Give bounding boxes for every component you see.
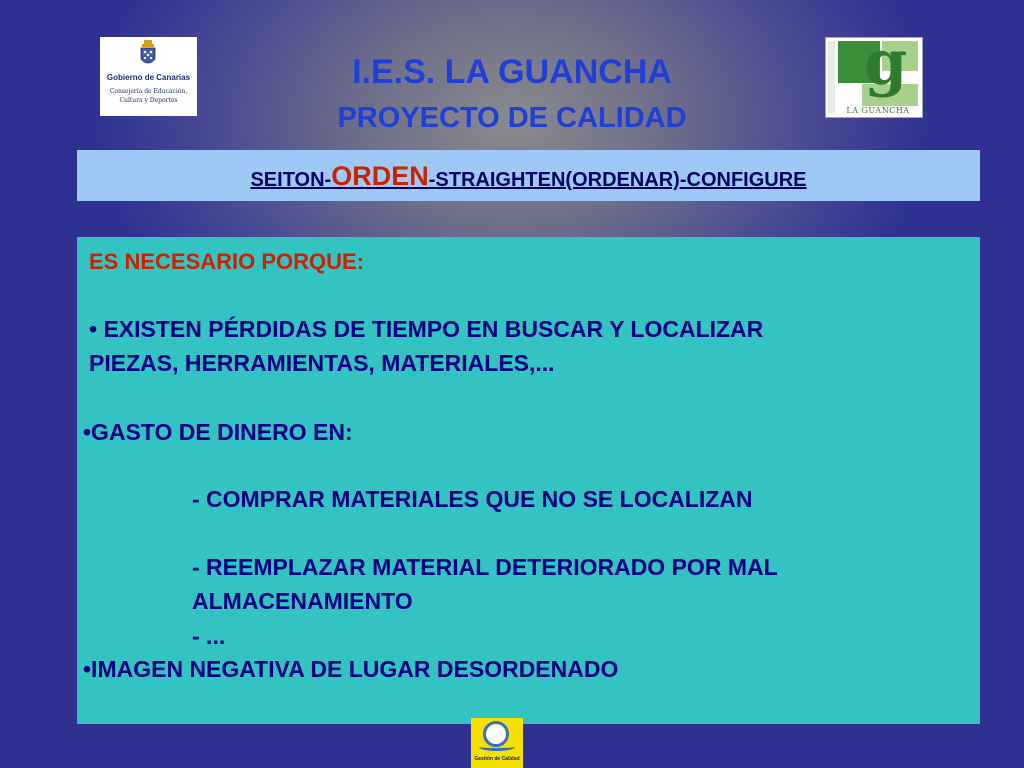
banner-suffix: -STRAIGHTEN(ORDENAR)-CONFIGURE: [428, 169, 807, 191]
logo-bottom-caption: Gestión de Calidad: [474, 756, 520, 762]
logo-side-strip: [828, 41, 835, 113]
logo-left-line2: Consejería de Educación,: [109, 88, 188, 95]
gobierno-de-canarias-logo: [100, 37, 197, 116]
bullet-item-1: [89, 312, 969, 380]
bullet-item-2: •GASTO DE DINERO EN:: [83, 419, 353, 445]
sub-item-3: - ...: [192, 623, 226, 649]
sub-item-2: [192, 550, 969, 618]
banner-highlight: ORDEN: [331, 161, 429, 191]
gobierno-de-canarias-crest-icon: [138, 40, 158, 68]
content-heading: ES NECESARIO PORQUE:: [89, 249, 365, 274]
la-guancha-logo: [825, 26, 923, 118]
la-guancha-g-logo-icon: g: [864, 26, 908, 99]
gestion-de-calidad-logo: [471, 718, 523, 768]
logo-left-line3: Cultura y Deportes: [119, 97, 178, 104]
bullet-item-1-line1: • EXISTEN PÉRDIDAS DE TIEMPO EN BUSCAR Y LOCALIZAR: [89, 316, 764, 342]
logo-left-line1: Gobierno de Canarias: [106, 73, 191, 82]
bullet-item-1-line2: PIEZAS, HERRAMIENTAS, MATERIALES,...: [89, 350, 555, 376]
page-subtitle: PROYECTO DE CALIDAD: [337, 102, 687, 134]
content-box: [77, 237, 980, 724]
banner-prefix: SEITON-: [250, 169, 332, 191]
page-title: I.E.S. LA GUANCHA: [352, 53, 672, 91]
sub-item-2-line1: - REEMPLAZAR MATERIAL DETERIORADO POR MAL: [192, 554, 778, 580]
topic-banner: [77, 150, 980, 201]
sub-item-1: - COMPRAR MATERIALES QUE NO SE LOCALIZAN: [192, 486, 753, 512]
sub-item-2-line2: ALMACENAMIENTO: [192, 588, 413, 614]
logo-right-caption: LA GUANCHA: [846, 106, 910, 115]
logo-swoosh: [479, 743, 515, 751]
bullet-item-3: •IMAGEN NEGATIVA DE LUGAR DESORDENADO: [83, 656, 619, 682]
